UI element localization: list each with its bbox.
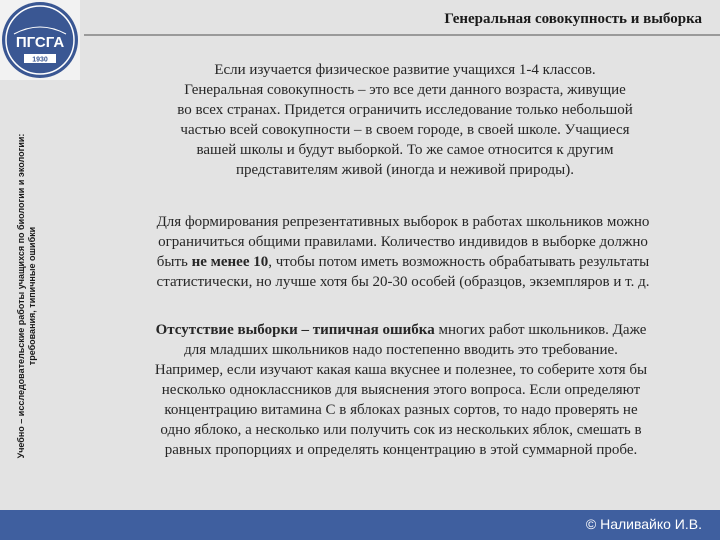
emphasis-min-count: не менее 10 [191, 254, 269, 270]
slide-title: Генеральная совокупность и выборка [444, 11, 702, 27]
text-span: , чтобы потом иметь возможность обрабатывать результаты [268, 254, 650, 270]
vertical-course-title-line2: требования, типичные ошибки [27, 226, 37, 366]
text-line: концентрацию витамина С в яблоках разных сортов, то надо проверять не [164, 402, 638, 418]
logo-text: ПГСГА [15, 34, 65, 51]
text-line: Для формирования репрезентативных выборок в работах школьников можно [156, 214, 650, 230]
university-logo [0, 0, 80, 80]
copyright-text: © Наливайко И.В. [585, 516, 702, 532]
text-line: равных пропорциях и определять концентрацию в этой суммарной пробе. [164, 442, 638, 458]
paragraph-population-example [100, 60, 710, 180]
text-line: несколько одноклассников для выяснения этого вопроса. Если определяют [161, 382, 641, 398]
text-line [92, 320, 710, 340]
text-line: для младших школьников надо постепенно вводить это требование. [184, 342, 618, 358]
emphasis-typical-error: Отсутствие выборки – типичная ошибка [155, 322, 435, 338]
text-span: многих работ школьников. Даже [434, 322, 647, 338]
logo-emblem-icon [0, 0, 80, 80]
text-line: частью всей совокупности – в своем городе, в своей школе. Учащиеся [180, 122, 630, 138]
text-line: представителям живой (иногда и неживой природы). [236, 162, 574, 178]
header-divider [84, 34, 720, 36]
text-line: вашей школы и будут выборкой. То же самое относится к другим [196, 142, 614, 158]
text-line: ограничиться общими правилами. Количество индивидов в выборке должно [158, 234, 648, 250]
text-line: одно яблоко, а несколько или получить сок из нескольких яблок, смешать в [160, 422, 642, 438]
paragraph-sample-size [92, 212, 714, 292]
vertical-course-title-line1: Учебно – исследовательские работы учащихся по биологии и экологии: [16, 133, 26, 459]
text-line: статистически, но лучше хотя бы 20-30 особей (образцов, экземпляров и т. д. [156, 274, 650, 290]
text-line: Генеральная совокупность – это все дети данного возраста, живущие [184, 82, 626, 98]
text-line [92, 252, 714, 272]
text-line: Например, если изучают какая каша вкуснее и полезнее, то соберите хотя бы [154, 362, 648, 378]
paragraph-typical-error [92, 320, 710, 460]
text-line: во всех странах. Придется ограничить исследование только небольшой [177, 102, 633, 118]
text-span: быть [156, 254, 192, 270]
vertical-course-title [16, 86, 38, 506]
logo-ribbon-text: 1930 [32, 56, 48, 64]
text-line: Если изучается физическое развитие учащихся 1-4 классов. [214, 62, 596, 78]
